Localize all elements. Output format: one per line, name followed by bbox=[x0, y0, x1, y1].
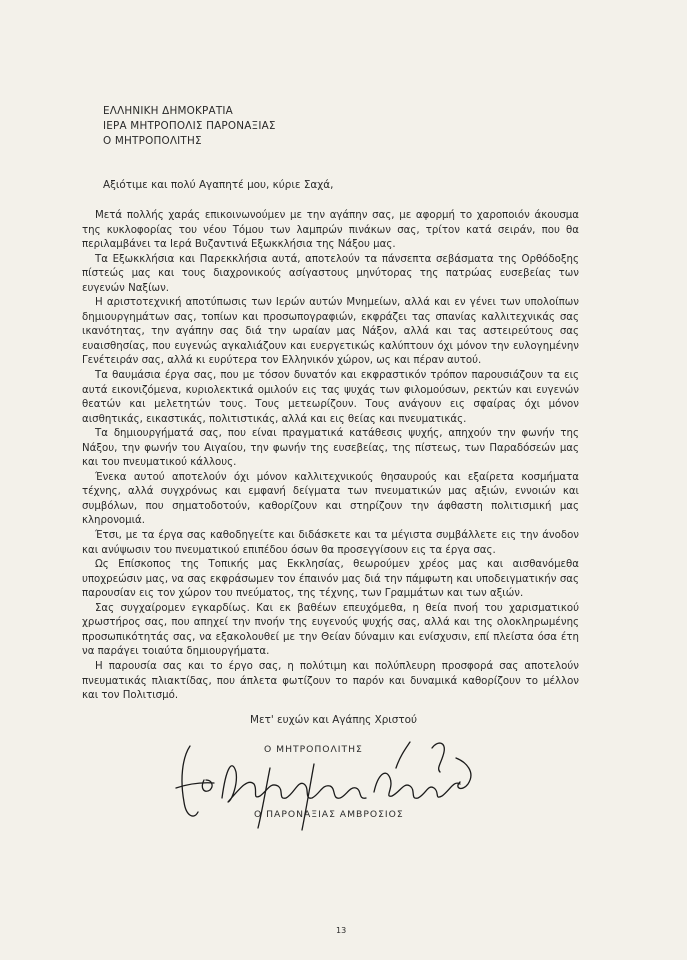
letterhead-line-3: Ο ΜΗΤΡΟΠΟΛΙΤΗΣ bbox=[103, 135, 202, 147]
paragraph: Η αριστοτεχνική αποτύπωσις των Ιερών αυτών Μνημείων, αλλά και εν γένει των υπολοίπων δημιουργημάτων σας, τοπίων και προσωπογραφιών, εκφράζει τας σπανίας καλλιτεχνικάς σας ικανότητας, την αγάπην σας διά την ωραίαν μας Νάξον, αλλά και τας αστειρεύτους σας ευαισθησίας, που ευγενώς αγκαλιάζουν και ευεργετικώς καλύπτουν όχι μόνον την ευλογημένην Γενέτειράν σας, αλλά κι ευρύτερα τον Ελληνικόν χώρον, ως και πέραν αυτού. bbox=[82, 297, 579, 367]
paragraph: Ως Επίσκοπος της Τοπικής μας Εκκλησίας, θεωρούμεν χρέος μας και αισθανόμεθα υποχρεώσιν μας, να σας εκφράσωμεν τον έπαινόν μας διά την πάμφωτη και υποδειγματικήν σας παρουσίαν εις τον χώρον του πνεύματος, της τέχνης, των Γραμμάτων και των αξιών. bbox=[82, 559, 579, 600]
letterhead-line-2: ΙΕΡΑ ΜΗΤΡΟΠΟΛΙΣ ΠΑΡΟΝΑΞΙΑΣ bbox=[103, 120, 276, 132]
paragraph: Μετά πολλής χαράς επικοινωνούμεν με την αγάπην σας, με αφορμή το χαροποιόν άκουσμα της κυκλοφορίας του νέου Τόμου των λαμπρών πινάκων σας, τρίτον κατά σειράν, που θα περιλαμβάνει τα Ιερά Βυζαντινά Εξωκκλήσια της Νάξου μας. bbox=[82, 210, 579, 251]
signature-name: Ο ΠΑΡΟΝΑΞΙΑΣ ΑΜΒΡΟΣΙΟΣ bbox=[254, 809, 404, 820]
letterhead bbox=[103, 104, 276, 149]
letter-body bbox=[82, 209, 579, 704]
closing-line: Μετ' ευχών και Αγάπης Χριστού bbox=[250, 714, 418, 726]
paragraph: Τα Εξωκκλήσια και Παρεκκλήσια αυτά, αποτελούν τα πάνσεπτα σεβάσματα της Ορθόδοξης πίστεώς μας και τους διαχρονικούς ασίγαστους μηνύτορας της πατρώας ευσεβείας των ευγενών Ναξίων. bbox=[82, 253, 579, 294]
paragraph: Η παρουσία σας και το έργο σας, η πολύτιμη και πολύπλευρη προσφορά σας αποτελούν πνευματικάς πλιακτίδας, που άπλετα φωτίζουν το παρόν και δυναμικά καθορίζουν το μέλλον και τον Πολιτισμό. bbox=[82, 660, 579, 702]
page-number: 13 bbox=[336, 926, 347, 935]
letterhead-line-1: ΕΛΛΗΝΙΚΗ ΔΗΜΟΚΡΑΤΙΑ bbox=[103, 105, 233, 117]
handwritten-signature bbox=[170, 728, 490, 838]
paragraph: Έτσι, με τα έργα σας καθοδηγείτε και διδάσκετε και τα μέγιστα συμβάλλετε εις την άνοδον και ανύψωσιν του πνευματικού επιπέδου όσων θα προσεγγίσουν εις τα έργα σας. bbox=[82, 530, 579, 556]
paragraph: Ένεκα αυτού αποτελούν όχι μόνον καλλιτεχνικούς θησαυρούς και εξαίρετα κοσμήματα τέχνης, αλλά συγχρόνως και εμφανή δείγματα των πνευματικών μας αξιών, εννοιών και συμβόλων, που σηματοδοτούν, καθορίζουν και στηρίζουν την άφθαστη πολιτισμική μας κληρονομιά. bbox=[82, 471, 579, 527]
greeting: Αξιότιμε και πολύ Αγαπητέ μου, κύριε Σαχά, bbox=[103, 179, 334, 191]
paragraph: Σας συγχαίρομεν εγκαρδίως. Και εκ βαθέων επευχόμεθα, η θεία πνοή του χαρισματικού χρωστήρος σας, που απηχεί την πνοήν της ευγενούς ψυχής σας, αλλά και της ολοκληρωμένης προσωπικότητάς σας, να εξακολουθεί με την Θείαν δύναμιν και ενίσχυσιν, επί πλείστα όσα έτη να παράγει τοιαύτα δημιουργήματα. bbox=[82, 602, 579, 658]
signature-title: Ο ΜΗΤΡΟΠΟΛΙΤΗΣ bbox=[264, 744, 363, 755]
paragraph: Τα δημιουργήματά σας, που είναι πραγματικά κατάθεσις ψυχής, απηχούν την φωνήν της Νάξου, την φωνήν του Αιγαίου, την φωνήν της ευσεβείας, της πίστεως, των Παραδόσεών μας και του πνευματικού κάλλους. bbox=[82, 428, 579, 469]
paragraph: Τα θαυμάσια έργα σας, που με τόσον δυνατόν και εκφραστικόν τρόπον παρουσιάζουν τα εις αυτά εικονιζόμενα, κυριολεκτικά ομιλούν εις τας ψυχάς των φιλομούσων, ρεκτών και ευγενών θεατών και μελετητών τους. Τους μετεωρίζουν. Τους ανάγουν εις σφαίρας όχι μόνον αισθητικάς, εικαστικάς, πολιτιστικάς, αλλά και εις θείας και πνευματικάς. bbox=[82, 370, 579, 425]
